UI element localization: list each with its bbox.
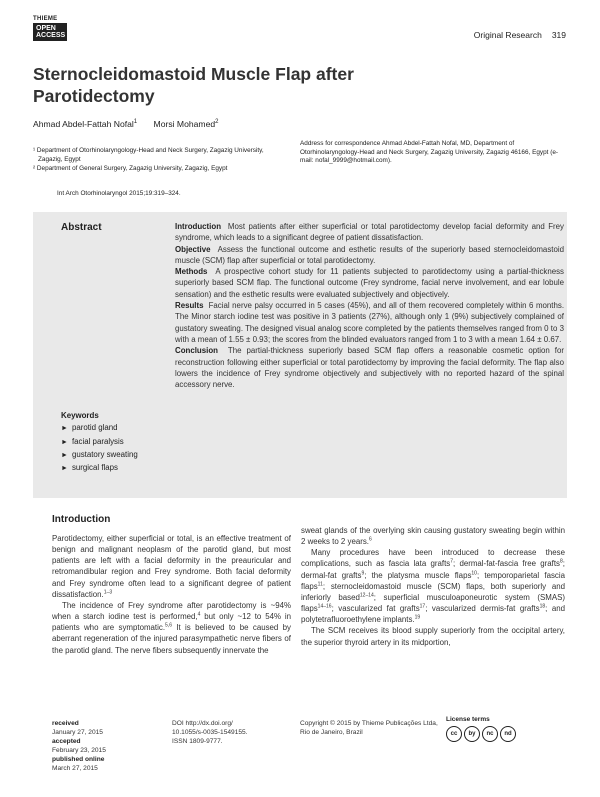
- affiliation-1: ¹ Department of Otorhinolaryngology-Head and Neck Surgery, Zagazig University, Zagazig, Egypt: [33, 147, 264, 163]
- reference-sup: 7: [450, 558, 454, 565]
- abstract-results: [175, 300, 564, 345]
- introduction-heading: Introduction: [52, 514, 111, 525]
- reference-sup: 14–16: [317, 603, 332, 610]
- logo-open-text: OPEN: [36, 25, 56, 32]
- bullet-arrow-icon: ►: [61, 425, 68, 433]
- reference-sup: 6: [368, 536, 372, 543]
- abstract-text: Assess the functional outcome and esthetic results of the superiorly based sternocleidomastoid muscle (SCM) flap after superficial or total parotidectomy.: [175, 244, 564, 265]
- keyword-text: gustatory sweating: [71, 449, 138, 459]
- paragraph-text: ; superficial musculoaponeurotic system (SMAS) flaps: [301, 592, 565, 614]
- logo-thieme-text: THIEME: [33, 16, 58, 22]
- author-name: Morsi Mohamed: [153, 119, 216, 129]
- paragraph-text: but only ~12 to 54% in patients who are symptomatic.: [52, 612, 291, 633]
- keywords-block: [61, 410, 138, 475]
- paragraph-text: The SCM receives its blood supply superiorly from the occipital artery, the superior thyroid artery in its midportion,: [301, 626, 565, 647]
- accepted-label: accepted: [52, 738, 81, 745]
- abstract-label: Objective: [175, 244, 211, 254]
- author-affil-sup: 1: [133, 119, 138, 126]
- abstract-heading: Abstract: [61, 222, 102, 233]
- reference-sup: 11: [317, 581, 323, 588]
- abstract-text: A prospective cohort study for 11 patients subjected to parotidectomy using a partial-thickness superiorly based SCM flap. The functional outcome (Frey syndrome, facial nerve involvement, and ear lobule sensation) and the esthetic results were evaluated subjectively and objectively.: [175, 267, 564, 299]
- keyword-item: [61, 436, 138, 449]
- logo-open-access-box: [33, 23, 67, 41]
- abstract-introduction: [175, 221, 564, 244]
- keyword-text: surgical flaps: [71, 463, 118, 473]
- abstract-text: Facial nerve palsy occurred in 5 cases (45%), and all of them recovered completely within 6 months. The Minor starch iodine test was positive in 3 patients (27%), although only 1 (9%) subjectively complained of gustatory sweating. The designed visual analog score completed by the patients themselves ranged from 0 to 3 with a mean of 1.55 ± 0.93; the scores from the blinded evaluators ranged from 1 to 3 with a mean 1.64 ± 0.67.: [175, 301, 565, 344]
- doi-suffix: 10.1055/s-0035-1549155.: [172, 729, 248, 736]
- paragraph: [52, 600, 291, 656]
- running-header: [474, 30, 566, 40]
- cc-by-icon: by: [464, 726, 480, 742]
- bullet-arrow-icon: ►: [61, 451, 68, 459]
- reference-sup: 5,6: [165, 622, 172, 629]
- copyright: Copyright © 2015 by Thieme Publicações Ltda, Rio de Janeiro, Brazil: [300, 720, 438, 736]
- keyword-text: parotid gland: [71, 423, 118, 433]
- issn: ISSN 1809-9777.: [172, 738, 223, 745]
- abstract-label: Results: [175, 301, 204, 311]
- paragraph-text: It is believed to be caused by aberrant regeneration of the injured parasympathetic nerve fibers of the parotid gland. The nerve fibers subsequently innervate the: [52, 623, 291, 655]
- article-title: Sternocleidomastoid Muscle Flap after Parotidectomy: [33, 64, 354, 106]
- reference-sup: 12–14: [359, 592, 374, 599]
- paragraph: [301, 525, 565, 547]
- received-label: received: [52, 720, 79, 727]
- paragraph: [52, 533, 291, 600]
- abstract-label: Conclusion: [175, 346, 218, 356]
- paragraph-text: ; sternocleidomastoid muscle (SCM) flaps, both superiorly and inferiorly based: [301, 581, 565, 602]
- reference-sup: 4: [197, 611, 201, 618]
- published-label: published online: [52, 756, 105, 763]
- affiliations: [33, 147, 288, 175]
- paragraph-text: sweat glands of the overlying skin causing gustatory sweating begin within 2 weeks to 2 years.: [301, 526, 565, 547]
- abstract-text: Most patients after either superficial or total parotidectomy develop facial deformity and Frey syndrome, which leads to a significant degree of patient dissatisfaction.: [175, 222, 564, 243]
- paragraph-text: Many procedures have been introduced to decrease these complications, such as fascia lata grafts: [301, 548, 565, 569]
- abstract-objective: [175, 244, 564, 267]
- cc-license-icons: [446, 726, 576, 742]
- paragraph-text: The incidence of Frey syndrome after parotidectomy is ~94% when a starch iodine test is performed,: [52, 600, 291, 622]
- section-label: Original Research: [473, 30, 542, 40]
- reference-sup: 10: [471, 570, 477, 576]
- paragraph: [301, 547, 565, 625]
- paragraph-text: ; dermal-fat-fascia free grafts: [453, 559, 560, 569]
- bullet-arrow-icon: ►: [61, 465, 68, 473]
- page-number: 319: [551, 30, 566, 40]
- author-affil-sup: 2: [215, 119, 219, 126]
- abstract-text: The partial-thickness superiorly based SCM flap offers a reasonable cosmetic option for reconstruction following either superficial or total parotidectomy by improving the facial deformity. The flap also lowers the incidence of Frey syndrome objectively and subjectively with no reported hazard of the spinal accessory nerve.: [175, 346, 564, 390]
- paragraph-text: ; vascularized dermis-fat grafts: [425, 604, 540, 614]
- accepted-date: February 23, 2015: [52, 747, 106, 754]
- paragraph-text: ; vascularized fat grafts: [331, 604, 420, 614]
- paragraph: [301, 625, 565, 647]
- affiliation-2: ² Department of General Surgery, Zagazig University, Zagazig, Egypt: [33, 165, 228, 173]
- journal-citation: Int Arch Otorhinolaryngol 2015;19:319–324.: [57, 190, 181, 197]
- abstract-label: Methods: [175, 267, 208, 277]
- body-column-right: [301, 525, 565, 648]
- abstract-body: [175, 221, 564, 390]
- license-terms-link[interactable]: License terms: [446, 716, 490, 723]
- paragraph-text: ; temporoparietal fascia flaps: [301, 570, 565, 591]
- reference-sup: 8: [560, 558, 563, 565]
- published-date: March 27, 2015: [52, 765, 98, 772]
- correspondence-address: Address for correspondence Ahmad Abdel-Fattah Nofal, MD, Department of Otorhinolaryngology-Head and Neck Surgery, Zagazig University, Zagazig 46166, Egypt (e-mail: nofal_9999@hotmail.com).: [300, 140, 559, 165]
- thieme-open-access-logo: [33, 16, 73, 41]
- received-date: January 27, 2015: [52, 729, 103, 736]
- doi-link[interactable]: DOI http://dx.doi.org/: [172, 720, 233, 727]
- doi-block: [172, 719, 248, 746]
- reference-sup: 9: [361, 570, 365, 576]
- abstract-label: Introduction: [175, 222, 222, 231]
- cc-nc-icon: nc: [482, 726, 498, 742]
- paragraph-text: ; and polytetrafluoroethylene implants.: [301, 604, 565, 625]
- keywords-heading: Keywords: [61, 411, 99, 420]
- reference-sup: 1–3: [103, 589, 113, 596]
- reference-sup: 18: [539, 603, 546, 610]
- keyword-item: [61, 462, 138, 475]
- cc-nd-icon: nd: [500, 726, 516, 742]
- logo-access-text: ACCESS: [36, 32, 66, 39]
- keyword-item: [61, 422, 138, 435]
- keyword-item: [61, 449, 138, 462]
- reference-sup: 17: [419, 603, 426, 610]
- cc-icon: cc: [446, 726, 462, 742]
- body-column-left: [52, 533, 291, 656]
- keyword-text: facial paralysis: [71, 436, 124, 446]
- paragraph-text: ; the platysma muscle flaps: [364, 570, 472, 580]
- abstract-methods: [175, 266, 564, 300]
- paragraph-text: Parotidectomy, either superficial or total, is an effective treatment of benign and malignant neoplasm of the parotid gland, but most patients are left with a facial deformity in the preauricular and retromandibular region and Frey syndrome. Both facial deformity and Frey syndrome often lead to a significant degree of patient dissatisfaction.: [52, 534, 291, 599]
- reference-sup: 19: [414, 614, 421, 621]
- license-block: [446, 716, 576, 742]
- abstract-conclusion: [175, 345, 564, 390]
- paragraph-text: ; dermal-fat grafts: [301, 559, 565, 580]
- bullet-arrow-icon: ►: [61, 438, 68, 446]
- author-line: [33, 119, 218, 129]
- author-name: Ahmad Abdel-Fattah Nofal: [33, 119, 134, 129]
- article-dates: [52, 719, 106, 773]
